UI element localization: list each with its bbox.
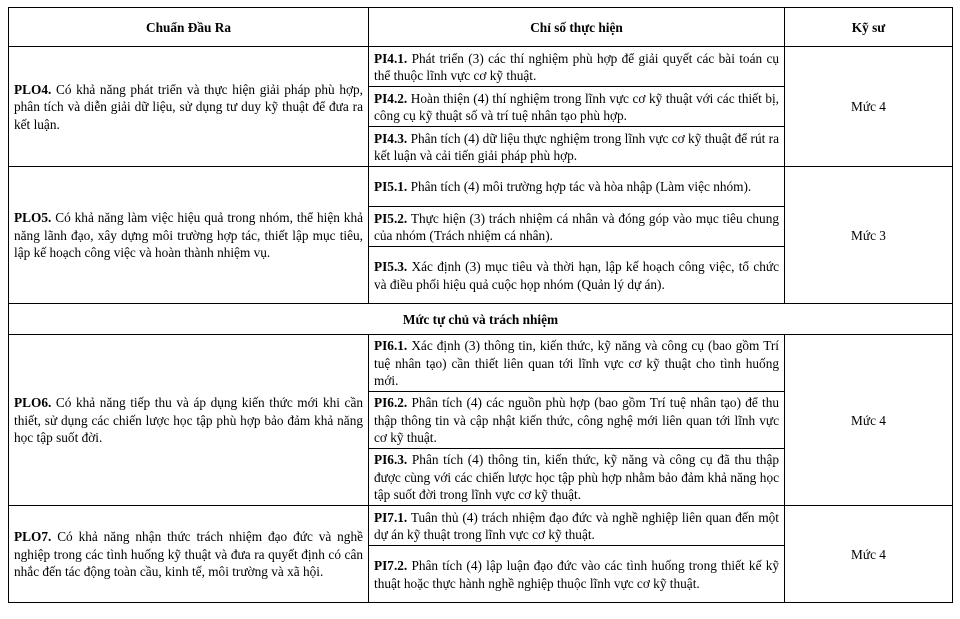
- plo-code: PLO4.: [14, 81, 52, 97]
- pi-cell: [369, 247, 785, 304]
- pi-cell: [369, 207, 785, 247]
- plo-text: Có khả năng phát triển và thực hiện giải pháp phù hợp, phân tích và diễn giải dữ liệu, sử dụng tư duy kỹ thuật để đưa ra kết luận.: [14, 81, 363, 132]
- pi-text: Phân tích (4) dữ liệu thực nghiệm trong lĩnh vực cơ kỹ thuật để rút ra kết luận và cải tiến giải pháp phù hợp.: [374, 130, 779, 163]
- pi-text: Phân tích (4) các nguồn phù hợp (bao gồm Trí tuệ nhân tạo) để thu thập thông tin và cập nhật kiến thức, công nghệ mới liên quan tới lĩnh vực cơ kỹ thuật.: [374, 395, 779, 446]
- pi-cell: [369, 335, 785, 392]
- level-cell: Mức 4: [785, 47, 953, 167]
- table-row: [9, 335, 953, 392]
- table-row: [9, 506, 953, 546]
- level-cell: Mức 4: [785, 335, 953, 506]
- pi-text: Phân tích (4) lập luận đạo đức vào các tình huống trong thiết kế kỹ thuật hoặc thực hành nghề nghiệp thuộc lĩnh vực cơ kỹ thuật.: [374, 558, 779, 591]
- plo-code: PLO7.: [14, 529, 52, 545]
- plo-cell: [9, 47, 369, 167]
- pi-cell: [369, 127, 785, 167]
- pi-text: Phân tích (4) môi trường hợp tác và hòa nhập (Làm việc nhóm).: [407, 179, 752, 195]
- header-plo: Chuẩn Đầu Ra: [9, 8, 369, 47]
- table-row: [9, 167, 953, 207]
- pi-code: PI7.1.: [374, 509, 408, 525]
- pi-code: PI4.2.: [374, 90, 408, 106]
- header-pi: Chỉ số thực hiện: [369, 8, 785, 47]
- plo-cell: [9, 335, 369, 506]
- plo-code: PLO6.: [14, 395, 52, 411]
- pi-cell: [369, 506, 785, 546]
- plo-cell: [9, 167, 369, 304]
- pi-code: PI6.2.: [374, 395, 408, 411]
- level-cell: Mức 3: [785, 167, 953, 304]
- pi-code: PI5.1.: [374, 179, 408, 195]
- plo-code: PLO5.: [14, 210, 52, 226]
- plo-text: Có khả năng nhận thức trách nhiệm đạo đức và nghề nghiệp trong các tình huống kỹ thuật và đưa ra quyết định có cân nhắc đến tác động toàn cầu, kinh tế, môi trường và xã hội.: [14, 529, 363, 580]
- pi-text: Thực hiện (3) trách nhiệm cá nhân và đóng góp vào mục tiêu chung của nhóm (Trách nhiệm cá nhân).: [374, 210, 779, 243]
- pi-text: Hoàn thiện (4) thí nghiệm trong lĩnh vực cơ kỹ thuật với các thiết bị, công cụ kỹ thuật số và trí tuệ nhân tạo phù hợp.: [374, 90, 779, 123]
- plo-table: [8, 7, 953, 603]
- pi-code: PI7.2.: [374, 558, 408, 573]
- pi-text: Xác định (3) thông tin, kiến thức, kỹ năng và công cụ (bao gồm Trí tuệ nhân tạo) cần thiết liên quan tới lĩnh vực cơ kỹ thuật cho tình huống mới.: [374, 338, 779, 389]
- pi-cell: [369, 546, 785, 603]
- pi-text: Phát triển (3) các thí nghiệm phù hợp để giải quyết các bài toán cụ thể thuộc lĩnh vực cơ kỹ thuật.: [374, 50, 779, 83]
- table-row: [9, 47, 953, 87]
- pi-text: Tuân thủ (4) trách nhiệm đạo đức và nghề nghiệp liên quan đến một dự án kỹ thuật trong lĩnh vực cơ kỹ thuật.: [374, 509, 779, 542]
- header-row: [9, 8, 953, 47]
- plo-text: Có khả năng tiếp thu và áp dụng kiến thức mới khi cần thiết, sử dụng các chiến lược học tập phù hợp bảo đảm khả năng học tập suốt đời.: [14, 395, 363, 446]
- pi-code: PI6.3.: [374, 452, 408, 468]
- section-title: Mức tự chủ và trách nhiệm: [9, 304, 953, 335]
- header-level: Kỹ sư: [785, 8, 953, 47]
- level-cell: Mức 4: [785, 506, 953, 603]
- pi-code: PI6.1.: [374, 338, 408, 354]
- plo-text: Có khả năng làm việc hiệu quả trong nhóm, thể hiện khả năng lãnh đạo, xây dựng môi trường hợp tác, thiết lập mục tiêu, lập kế hoạch công việc và hoàn thành nhiệm vụ.: [14, 210, 363, 261]
- plo-cell: [9, 506, 369, 603]
- pi-code: PI4.1.: [374, 50, 408, 66]
- pi-code: PI5.2.: [374, 210, 408, 226]
- pi-cell: [369, 167, 785, 207]
- pi-cell: [369, 47, 785, 87]
- pi-cell: [369, 392, 785, 449]
- section-row: [9, 304, 953, 335]
- pi-code: PI4.3.: [374, 130, 408, 146]
- pi-text: Phân tích (4) thông tin, kiến thức, kỹ năng và công cụ đã thu thập được cùng với các chiến lược học tập phù hợp nhằm bảo đảm khả năng học tập suốt đời trong lĩnh vực cơ kỹ thuật.: [374, 452, 779, 503]
- pi-cell: [369, 449, 785, 506]
- pi-cell: [369, 87, 785, 127]
- pi-text: Xác định (3) mục tiêu và thời hạn, lập kế hoạch công việc, tổ chức và điều phối hiệu quả cuộc họp nhóm (Quản lý dự án).: [374, 259, 779, 292]
- pi-code: PI5.3.: [374, 259, 408, 274]
